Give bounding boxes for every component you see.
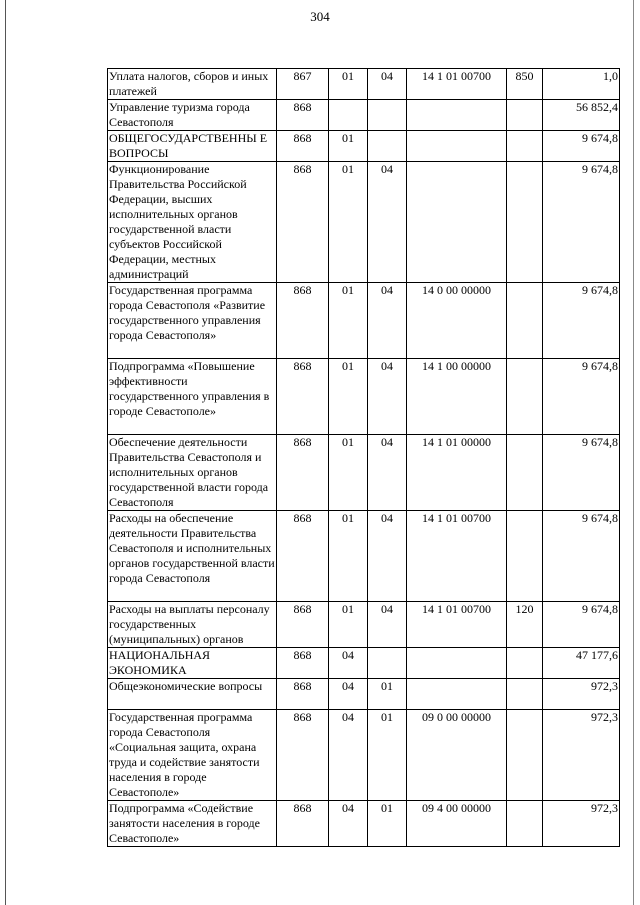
row-target-article-code: 09 4 00 00000 [407,801,507,847]
row-target-article-code [407,100,507,131]
row-amount: 1,0 [543,69,620,100]
row-expense-type-code [507,131,543,162]
table-row [108,648,620,679]
scan-left-edge [5,0,6,905]
row-expense-type-code [507,359,543,435]
row-ved-code: 868 [277,511,329,602]
row-subsection-code: 04 [368,359,407,435]
row-expense-type-code [507,283,543,359]
table-row [108,100,620,131]
row-amount: 9 674,8 [543,283,620,359]
row-expense-type-code [507,162,543,283]
row-ved-code: 868 [277,162,329,283]
row-subsection-code: 01 [368,801,407,847]
table-row [108,131,620,162]
row-subsection-code [368,131,407,162]
row-ved-code: 868 [277,679,329,710]
row-amount: 56 852,4 [543,100,620,131]
row-target-article-code: 14 1 00 00000 [407,359,507,435]
row-target-article-code [407,679,507,710]
table-row [108,359,620,435]
table-row [108,602,620,648]
row-subsection-code: 04 [368,162,407,283]
row-amount: 47 177,6 [543,648,620,679]
row-subsection-code [368,100,407,131]
row-section-code: 01 [329,162,368,283]
row-section-code: 04 [329,801,368,847]
row-section-code: 01 [329,69,368,100]
row-name: Государственная программа города Севастополя «Социальная защита, охрана труда и содействие занятости населения в городе Севастополе» [108,710,277,801]
row-target-article-code: 14 0 00 00000 [407,283,507,359]
row-expense-type-code [507,801,543,847]
row-section-code [329,100,368,131]
row-name: Государственная программа города Севастополя «Развитие государственного управления города Севастополя» [108,283,277,359]
row-amount: 9 674,8 [543,511,620,602]
row-target-article-code: 14 1 01 00000 [407,435,507,511]
row-amount: 9 674,8 [543,602,620,648]
row-amount: 972,3 [543,801,620,847]
row-subsection-code: 01 [368,679,407,710]
row-amount: 9 674,8 [543,162,620,283]
table-row [108,511,620,602]
row-expense-type-code [507,100,543,131]
row-ved-code: 868 [277,648,329,679]
row-target-article-code [407,648,507,679]
table-row [108,435,620,511]
row-ved-code: 868 [277,131,329,162]
row-name: Функционирование Правительства Российской Федерации, высших исполнительных органов государственной власти субъектов Российской Федерации, местных администраций [108,162,277,283]
row-expense-type-code [507,511,543,602]
row-ved-code: 868 [277,710,329,801]
row-name: Управление туризма города Севастополя [108,100,277,131]
row-amount: 972,3 [543,710,620,801]
table-row [108,801,620,847]
row-target-article-code: 09 0 00 00000 [407,710,507,801]
row-name: Подпрограмма «Содействие занятости населения в городе Севастополе» [108,801,277,847]
row-target-article-code [407,162,507,283]
row-expense-type-code [507,435,543,511]
row-target-article-code: 14 1 01 00700 [407,602,507,648]
row-name: НАЦИОНАЛЬНАЯ ЭКОНОМИКА [108,648,277,679]
row-name: Расходы на обеспечение деятельности Правительства Севастополя и исполнительных органов государственной власти города Севастополя [108,511,277,602]
row-ved-code: 868 [277,283,329,359]
row-section-code: 01 [329,511,368,602]
row-section-code: 01 [329,435,368,511]
row-subsection-code: 04 [368,435,407,511]
budget-table [107,68,620,847]
table-row [108,679,620,710]
row-expense-type-code [507,710,543,801]
table-row [108,69,620,100]
row-section-code: 04 [329,710,368,801]
row-subsection-code: 04 [368,283,407,359]
row-name: ОБЩЕГОСУДАРСТВЕННЫ Е ВОПРОСЫ [108,131,277,162]
row-subsection-code: 04 [368,602,407,648]
row-subsection-code: 04 [368,69,407,100]
row-ved-code: 867 [277,69,329,100]
row-name: Обеспечение деятельности Правительства Севастополя и исполнительных органов государственной власти города Севастополя [108,435,277,511]
row-name: Расходы на выплаты персоналу государственных (муниципальных) органов [108,602,277,648]
row-name: Уплата налогов, сборов и иных платежей [108,69,277,100]
page-number: 304 [310,9,330,24]
row-section-code: 01 [329,131,368,162]
row-target-article-code: 14 1 01 00700 [407,511,507,602]
row-amount: 972,3 [543,679,620,710]
row-ved-code: 868 [277,435,329,511]
table-row [108,162,620,283]
table-row [108,710,620,801]
row-expense-type-code [507,679,543,710]
row-expense-type-code: 850 [507,69,543,100]
row-section-code: 04 [329,679,368,710]
row-subsection-code [368,648,407,679]
row-amount: 9 674,8 [543,435,620,511]
row-target-article-code: 14 1 01 00700 [407,69,507,100]
row-target-article-code [407,131,507,162]
row-section-code: 01 [329,283,368,359]
row-subsection-code: 01 [368,710,407,801]
scan-right-edge [633,0,634,905]
budget-table-body [108,69,620,847]
row-section-code: 04 [329,648,368,679]
row-name: Подпрограмма «Повышение эффективности государственного управления в городе Севастополе» [108,359,277,435]
row-ved-code: 868 [277,602,329,648]
row-ved-code: 868 [277,801,329,847]
row-amount: 9 674,8 [543,131,620,162]
row-expense-type-code [507,648,543,679]
row-amount: 9 674,8 [543,359,620,435]
row-section-code: 01 [329,602,368,648]
row-expense-type-code: 120 [507,602,543,648]
row-subsection-code: 04 [368,511,407,602]
row-name: Общеэкономические вопросы [108,679,277,710]
row-ved-code: 868 [277,359,329,435]
table-row [108,283,620,359]
row-ved-code: 868 [277,100,329,131]
row-section-code: 01 [329,359,368,435]
